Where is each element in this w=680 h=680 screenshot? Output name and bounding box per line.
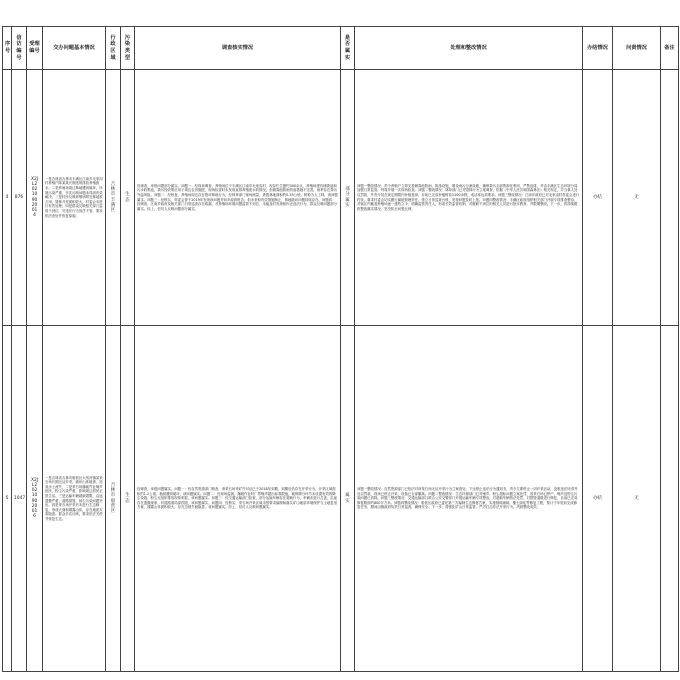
header-is-true: 是否属实: [341, 27, 355, 70]
header-petition-id: 信访编号: [12, 27, 27, 70]
row-region: 吉林市丰满区: [110, 181, 116, 213]
row-remark: [661, 326, 679, 672]
row-petition-id: 1047: [12, 326, 27, 672]
header-handling: 处理和整改情况: [355, 27, 583, 70]
row-pollution-type: 生态: [125, 192, 130, 203]
header-status: 办结情况: [583, 27, 613, 70]
row-remark: [661, 70, 679, 326]
row-accountability: 无: [613, 326, 661, 672]
row-handling: 问题一整改情况：责令养殖户立即完善储粪池防雨、防渗设施，增设雨污分流设施，确保粪污全部资源化利用，严禁直排，并由丰满区生态环境分局加强日常监管，每周开展一次现场检查。问题二整改情况：林草部门已对毁林行为立案调查，依据《中华人民共和国森林法》相关规定，对当事人处以罚款，并责令其在规定期限内补植复绿，目前已完成补植树苗1200余株，成活率达到要求。问题三整改情况：江南乡政府已对毛家沟村村委会进行约谈，要求村委会切实履行属地管理责任，建立日常巡查台账，发现问题及时上报。问题四整改情况：丰满区政府组织相关部门开展专项排查整治，对辖区内畜禽养殖场逐一建档立卡，明确监管责任人，形成长效监管机制，对履职不到位的相关人员进行批评教育，并限期整改。下一步，将持续跟踪整改落实情况，坚决防止问题反弹。: [357, 183, 580, 211]
row-basic-info: 一是吉林省吉林市船营区大绥河镇某采石场长期无证开采，破坏山体植被，造成水土流失，二是采石场爆破作业噪声扰民，粉尘污染严重，影响周边居民正常生活。三是运输车辆超载超限，沿途遗撒严重，道路损毁，扬尘污染问题突出。四是采石场开采后未进行生态修复，形成大面积裸露山体，存在地质灾害隐患。群众多次反映，要求依法关停并恢复生态。: [45, 475, 103, 521]
row-petition-id: 876: [12, 70, 27, 326]
header-investigation: 调查核实情况: [135, 27, 341, 70]
header-basic-info: 交办问题基本情况: [43, 27, 106, 70]
row-accept-id: X2JL202109020014: [30, 176, 39, 219]
row-status: 办结: [583, 326, 613, 672]
row-accept-id: X2JL202109020016: [30, 477, 39, 520]
petition-table: [2, 26, 679, 672]
header-pollution-type: 污染类型: [121, 27, 135, 70]
row-index: 5: [3, 326, 12, 672]
row-is-true: 部分属实: [345, 187, 350, 208]
row-investigation: 经调查，举报问题部分属实。问题一：经现场调查，养殖场位于丰满区江南乡毛家沟村，现存栏生猪约300余头，养殖场建有储粪池和污水收集池，粪污经收集后用于周边农田施肥，现场检查时未发现直排养殖废水的情况，但储粪池防雨防渗措施不完善，雨季存在粪污外溢风险。问题二：经核查，养殖场周边存在毁坏林地行为，经林草部门现场测量，被毁林地面积约0.35公顷，树种为人工林，该问题属实。问题三：经核实，村委会曾于2019年发现该问题并向乡政府报告，但未采取有效措施制止，林地破坏问题持续存在。问题四：经调查，江南乡政府及相关部门日常巡查存在疏漏，对养殖场环境问题监管不到位，未能及时发现和纠正违法行为，群众反映问题部分属实。综上，信访人反映问题部分属实。: [137, 183, 338, 211]
header-remark: 备注: [661, 27, 679, 70]
header-region: 行政区域: [106, 27, 121, 70]
row-investigation: 经调查，举报问题属实。问题一：经自然资源部门核查，该采石场采矿许可证已于2018年到期，到期后仍存在开采行为，开采区域面积约1.2公顷，植被遭到破坏，该问题属实。问题二：经现场监测，爆破作业时厂界噪声超出标准限值，破碎筛分环节未设置有效的降尘设施，粉尘无组织排放现象明显，该问题属实。问题三：经交通运输部门检查，部分运输车辆存在超载行为，车辆未进行苫盖，沿途存在遗撒现象，村道路面局部损毁，该问题属实。问题四：经核实，采石场开采区域未按要求编制和落实矿山地质环境保护与土地复垦方案，裸露山体面积较大，存在边坡失稳隐患，该问题属实。综上，信访人反映问题属实。: [137, 487, 338, 510]
table-row: [3, 326, 679, 672]
header-row: [3, 27, 679, 70]
header-index: 序号: [3, 27, 12, 70]
header-accountability: 问责情况: [613, 27, 661, 70]
row-accountability: 无: [613, 70, 661, 326]
row-status: 办结: [583, 70, 613, 326]
header-accept-id: 受理编号: [27, 27, 43, 70]
row-index: 4: [3, 70, 12, 326]
row-basic-info: 一是吉林省吉林市丰满区江南乡毛家沟村养殖户陈某某长期违规排放养殖废水，二是养殖场周边林地遭到破坏，环境污染严重，多次反映问题未得到有效解决。三是村民反映养殖场附近林地被占用，毁林开荒面积较大，村委会未进行有效处理。四是群众反映相关部门监管不到位，对违法行为放任不管，要求依法查处并恢复原貌。: [45, 176, 103, 218]
row-is-true: 属实: [345, 493, 350, 504]
row-handling: 问题一整改情况：自然资源部门已依法对该采石场无证开采行为立案查处，下达停止违法行为通知书，责令立即停止一切开采活动，没收违法所得并处以罚款，现场已停止开采，设备已全部撤离。问题二整改情况：生态环境部门已对噪声、粉尘超标问题立案处罚，因采石场已停产，噪声及粉尘污染问题已消除。问题三整改情况：交通运输部门联合公安交警部门开展运输车辆专项整治，对超载车辆依法处罚，对损毁道路进行修复，目前已完成修复路面约800平方米。问题四整改情况：船营区政府已委托第三方编制生态修复方案，实施削坡减载、覆土绿化等修复工程，预计于年底前完成修复任务，期间由镇政府负责日常巡查，确保安全。下一步，将强化矿山日常监管，严厉打击非法开采行为，巩固整改成效。: [357, 487, 578, 510]
row-pollution-type: 生态: [125, 493, 130, 504]
row-region: 吉林市船营区: [110, 482, 116, 514]
table-row: [3, 70, 679, 326]
